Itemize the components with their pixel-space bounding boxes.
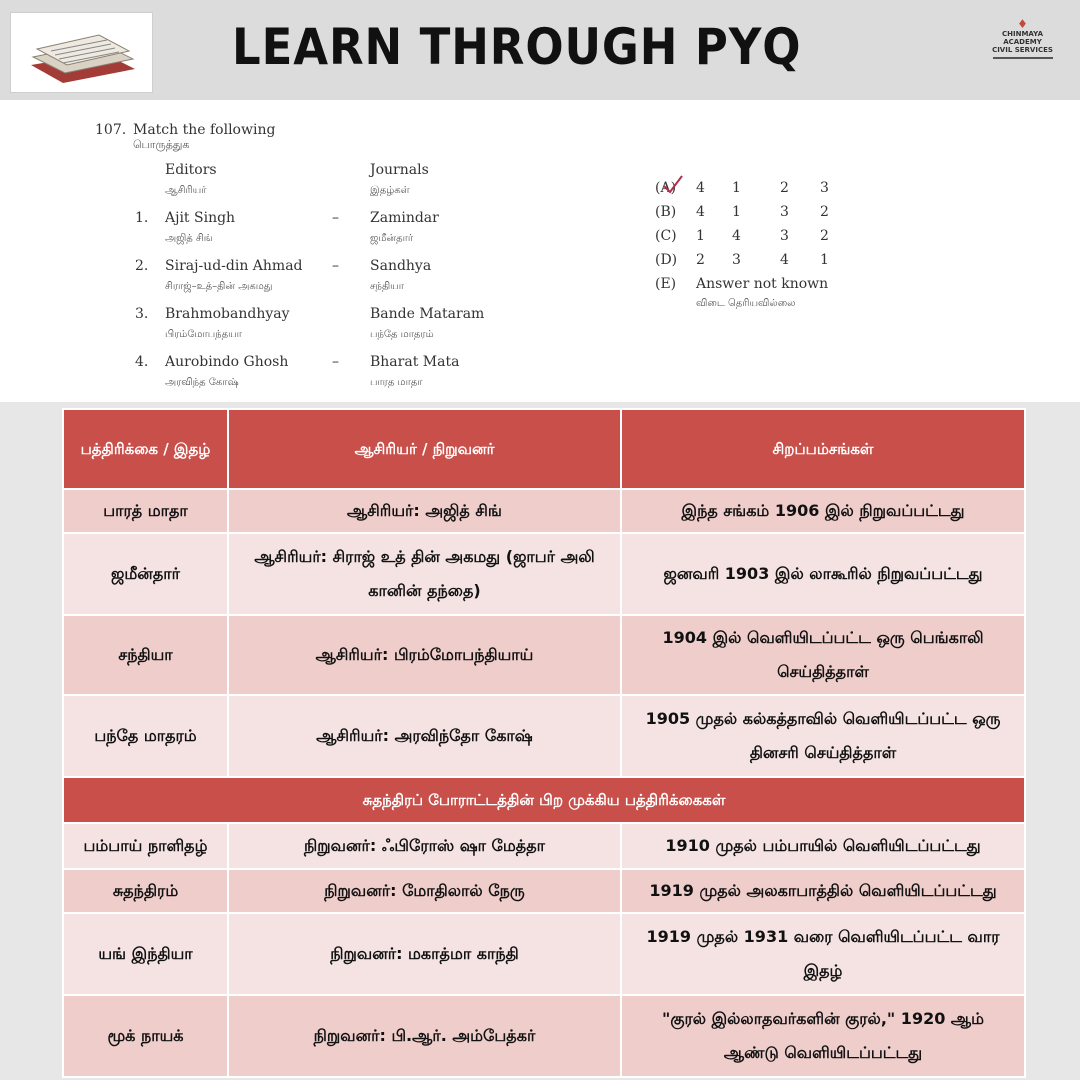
table-row — [63, 995, 1025, 1077]
option-value: 3 — [780, 228, 789, 244]
section-header-row — [63, 777, 1025, 823]
match-dash: – — [332, 354, 339, 370]
editor-name: Brahmobandhyay — [165, 306, 290, 322]
table-row — [63, 823, 1025, 869]
journals-heading: Journals — [370, 162, 429, 178]
table-cell: பந்தே மாதரம் — [63, 695, 228, 777]
journal-name-tamil: சந்தியா — [370, 281, 404, 292]
table-cell: ஜனவரி 1903 இல் லாகூரில் நிறுவப்பட்டது — [621, 533, 1025, 615]
table-cell: 1910 முதல் பம்பாயில் வெளியிடப்பட்டது — [621, 823, 1025, 869]
option-label: (B) — [655, 204, 677, 220]
option-value: 1 — [820, 252, 829, 268]
table-cell: நிறுவனர்: மகாத்மா காந்தி — [228, 913, 621, 995]
column-header: சிறப்பம்சங்கள் — [621, 409, 1025, 489]
tick-mark-icon — [662, 174, 684, 194]
editors-heading: Editors — [165, 162, 217, 178]
option-value: 2 — [820, 204, 829, 220]
option-value: 4 — [780, 252, 789, 268]
option-value: 3 — [732, 252, 741, 268]
item-number: 2. — [135, 258, 149, 274]
table-cell: ஆசிரியர்: அஜித் சிங் — [228, 489, 621, 533]
table-cell: ஆசிரியர்: பிரம்மோபந்தியாய் — [228, 615, 621, 695]
lamp-icon: ♦ — [1017, 17, 1028, 31]
journal-name: Sandhya — [370, 258, 432, 274]
table-cell: 1919 முதல் அலகாபாத்தில் வெளியிடப்பட்டது — [621, 869, 1025, 913]
table-cell: "குரல் இல்லாதவர்களின் குரல்," 1920 ஆம் ஆண்டு வெளியிடப்பட்டது — [621, 995, 1025, 1077]
journal-name: Zamindar — [370, 210, 439, 226]
journal-name-tamil: பந்தே மாதரம் — [370, 329, 434, 340]
table-header-row — [63, 409, 1025, 489]
journal-name: Bharat Mata — [370, 354, 460, 370]
option-value: 2 — [780, 180, 789, 196]
question-text: Match the following — [133, 122, 276, 138]
table-cell: 1919 முதல் 1931 வரை வெளியிடப்பட்ட வார இதழ் — [621, 913, 1025, 995]
column-header: பத்திரிக்கை / இதழ் — [63, 409, 228, 489]
table-cell: சுதந்திரம் — [63, 869, 228, 913]
editor-name-tamil: சிராஜ்–உத்–தின் அகமது — [165, 281, 273, 292]
option-label: (C) — [655, 228, 677, 244]
option-value: 4 — [732, 228, 741, 244]
match-dash: – — [332, 210, 339, 226]
match-dash: – — [332, 258, 339, 274]
column-header: ஆசிரியர் / நிறுவனர் — [228, 409, 621, 489]
editor-name-tamil: அரவிந்த கோஷ் — [165, 377, 239, 388]
table-cell: ஆசிரியர்: சிராஜ் உத் தின் அகமது (ஜாபர் அலி கானின் தந்தை) — [228, 533, 621, 615]
item-number: 3. — [135, 306, 149, 322]
editor-name: Ajit Singh — [165, 210, 236, 226]
logo-divider — [993, 57, 1053, 59]
table-cell: ஜமீன்தார் — [63, 533, 228, 615]
option-label: (E) — [655, 276, 677, 292]
table-cell: மூக் நாயக் — [63, 995, 228, 1077]
option-value: 1 — [732, 204, 741, 220]
editor-name-tamil: பிரம்மோபந்தயா — [165, 329, 242, 340]
editor-name: Siraj-ud-din Ahmad — [165, 258, 303, 274]
question-image — [0, 100, 1080, 402]
table-row — [63, 489, 1025, 533]
table-row — [63, 913, 1025, 995]
option-value: 4 — [696, 180, 705, 196]
question-text-tamil: பொருத்துக — [133, 138, 190, 151]
table-cell: பம்பாய் நாளிதழ் — [63, 823, 228, 869]
table-cell: இந்த சங்கம் 1906 இல் நிறுவப்பட்டது — [621, 489, 1025, 533]
option-label: (D) — [655, 252, 678, 268]
option-value: 2 — [696, 252, 705, 268]
item-number: 4. — [135, 354, 149, 370]
journal-name-tamil: ஜமீன்தார் — [370, 233, 414, 244]
option-e-text-tamil: விடை தெரியவில்லை — [696, 298, 796, 309]
section-title: சுதந்திரப் போராட்டத்தின் பிற முக்கிய பத்திரிக்கைகள் — [63, 777, 1025, 823]
table-cell: ஆசிரியர்: அரவிந்தோ கோஷ் — [228, 695, 621, 777]
option-e-text: Answer not known — [696, 276, 829, 292]
table-cell: 1905 முதல் கல்கத்தாவில் வெளியிடப்பட்ட ஒரு தினசரி செய்தித்தாள் — [621, 695, 1025, 777]
table-cell: யங் இந்தியா — [63, 913, 228, 995]
logo-line1: CHINMAYA ACADEMY — [1002, 30, 1043, 46]
table-cell: சந்தியா — [63, 615, 228, 695]
header-banner — [0, 0, 1080, 100]
table-cell: 1904 இல் வெளியிடப்பட்ட ஒரு பெங்காலி செய்தித்தாள் — [621, 615, 1025, 695]
option-label: (A) — [655, 180, 677, 196]
journals-table — [62, 408, 1026, 1078]
journals-heading-tamil: இதழ்கள் — [370, 185, 410, 196]
table-row — [63, 695, 1025, 777]
editor-name: Aurobindo Ghosh — [165, 354, 289, 370]
academy-logo — [985, 18, 1060, 59]
table-row — [63, 533, 1025, 615]
option-value: 2 — [820, 228, 829, 244]
page-title: LEARN THROUGH PYQ — [232, 18, 802, 76]
option-value: 1 — [732, 180, 741, 196]
table-cell: பாரத் மாதா — [63, 489, 228, 533]
logo-line2: CIVIL SERVICES — [992, 46, 1053, 54]
question-number: 107. — [95, 122, 127, 138]
journal-name-tamil: பாரத மாதா — [370, 377, 423, 388]
newspaper-image — [10, 12, 153, 93]
journal-name: Bande Mataram — [370, 306, 485, 322]
table-row — [63, 869, 1025, 913]
table-row — [63, 615, 1025, 695]
item-number: 1. — [135, 210, 149, 226]
editors-heading-tamil: ஆசிரியர் — [165, 185, 207, 196]
table-cell: நிறுவனர்: பி.ஆர். அம்பேத்கர் — [228, 995, 621, 1077]
table-cell: நிறுவனர்: ஃபிரோஸ் ஷா மேத்தா — [228, 823, 621, 869]
option-value: 1 — [696, 228, 705, 244]
option-value: 3 — [820, 180, 829, 196]
editor-name-tamil: அஜித் சிங் — [165, 233, 213, 244]
table-cell: நிறுவனர்: மோதிலால் நேரு — [228, 869, 621, 913]
option-value: 4 — [696, 204, 705, 220]
option-value: 3 — [780, 204, 789, 220]
